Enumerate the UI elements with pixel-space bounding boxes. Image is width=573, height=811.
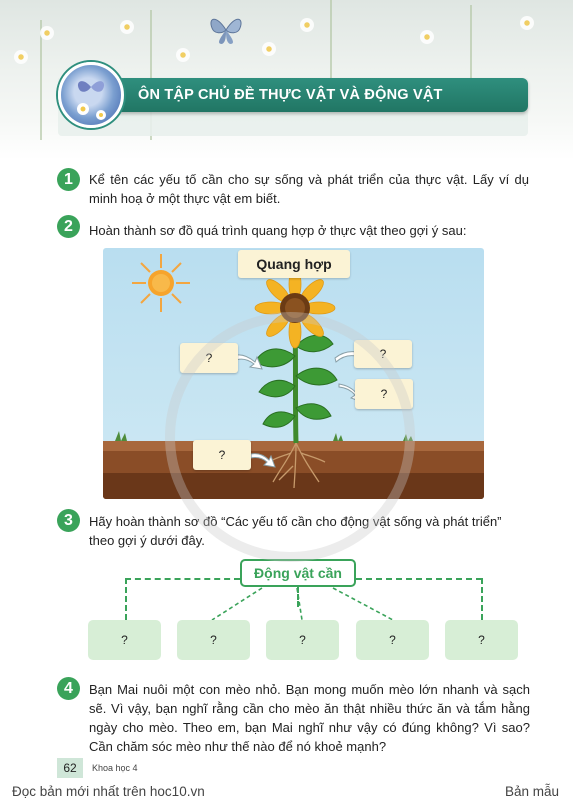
animal-needs-title: Động vật cần [240,559,356,587]
read-latest-link[interactable]: Đọc bản mới nhất trên hoc10.vn [12,784,205,799]
photosynthesis-root-box[interactable]: ? [193,440,251,470]
photosynthesis-input-box[interactable]: ? [180,343,238,373]
question-number-1: 1 [57,168,80,191]
photosynthesis-title: Quang hợp [238,250,350,278]
question-number-2: 2 [57,215,80,238]
sample-label: Bản mẫu [504,784,559,799]
animal-need-box[interactable]: ? [356,620,429,660]
chapter-title: ÔN TẬP CHỦ ĐỀ THỰC VẬT VÀ ĐỘNG VẬT [138,87,443,103]
page-number: 62 [57,758,83,778]
question-number-4: 4 [57,677,80,700]
question-1-text: Kể tên các yếu tố cần cho sự sống và phát triển của thực vật. Lấy ví dụ minh hoạ ở một thực vật em biết. [89,172,529,206]
question-4-text: Bạn Mai nuôi một con mèo nhỏ. Bạn mong muốn mèo lớn nhanh và sạch sẽ. Vì vậy, bạn nghĩ rằng cần cho mèo ăn thật nhiều thức ăn và tắm hằng ngày cho mèo. Theo em, bạn Mai nghĩ như vậy có đúng không? Vì sao? Cần chăm sóc mèo như thế nào để nó khoẻ mạnh? [89,682,530,754]
question-number-3: 3 [57,509,80,532]
question-2-text: Hoàn thành sơ đồ quá trình quang hợp ở thực vật theo gợi ý sau: [89,223,467,238]
photosynthesis-output-box[interactable]: ? [355,379,413,409]
animal-need-box[interactable]: ? [445,620,518,660]
animal-need-box[interactable]: ? [177,620,250,660]
animal-need-box[interactable]: ? [266,620,339,660]
photosynthesis-output-box[interactable]: ? [354,340,412,368]
question-3-text: Hãy hoàn thành sơ đồ “Các yếu tố cần cho động vật sống và phát triển” theo gợi ý dưới đây. [89,514,502,548]
animal-need-box[interactable]: ? [88,620,161,660]
book-name: Khoa học 4 [92,763,138,773]
